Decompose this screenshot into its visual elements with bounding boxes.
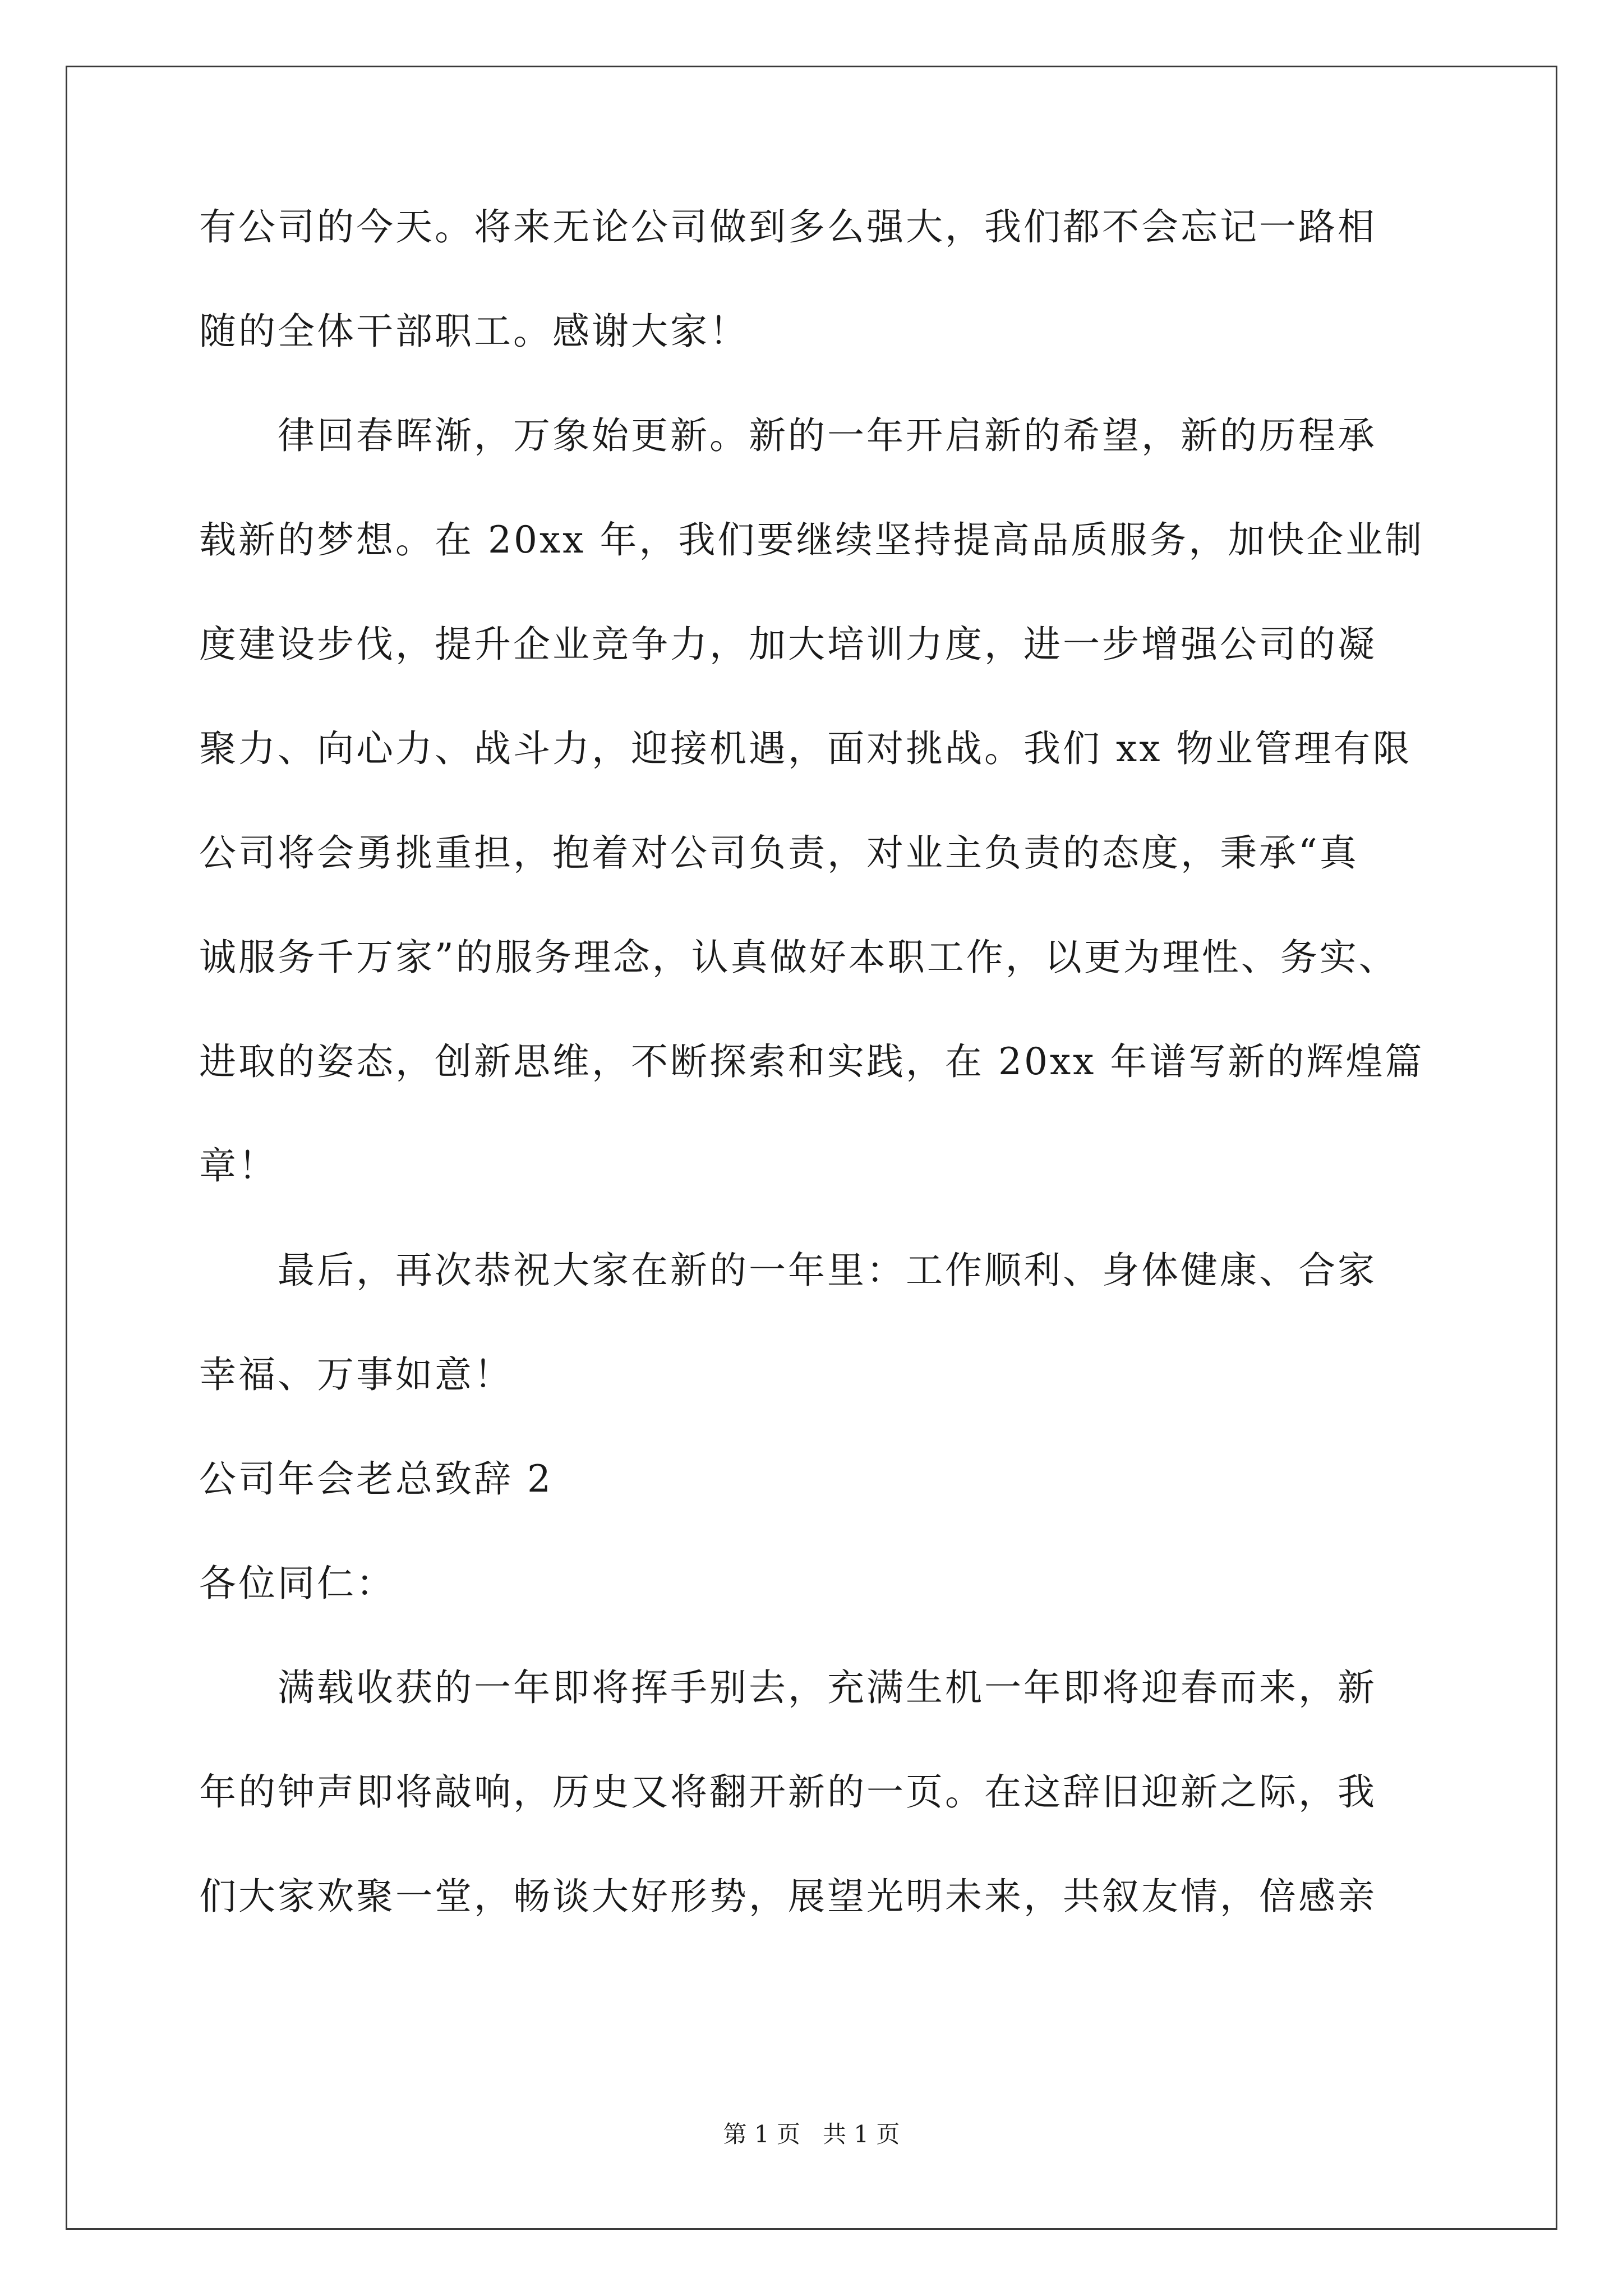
text-line: 最后，再次恭祝大家在新的一年里：工作顺利、身体健康、合家 (199, 1249, 1377, 1292)
text-line: 幸福、万事如意！ (199, 1353, 513, 1396)
text-line: 进取的姿态，创新思维，不断探索和实践，在 20xx 年谱写新的辉煌篇 (199, 1040, 1424, 1083)
page-number: 第 1 页 (723, 2120, 800, 2148)
text-line: 聚力、向心力、战斗力，迎接机遇，面对挑战。我们 xx 物业管理有限 (199, 727, 1412, 770)
text-line: 诚服务千万家”的服务理念，认真做好本职工作，以更为理性、务实、 (199, 936, 1398, 979)
text-line: 度建设步伐，提升企业竞争力，加大培训力度，进一步增强公司的凝 (199, 623, 1377, 666)
text-line: 律回春晖渐，万象始更新。新的一年开启新的希望，新的历程承 (199, 414, 1377, 457)
text-line: 公司将会勇挑重担，抱着对公司负责，对业主负责的态度，秉承“真 (199, 831, 1359, 875)
page-footer (0, 2120, 1623, 2148)
text-line: 们大家欢聚一堂，畅谈大好形势，展望光明未来，共叙友情，倍感亲 (199, 1875, 1377, 1918)
text-line: 载新的梦想。在 20xx 年，我们要继续坚持提高品质服务，加快企业制 (199, 518, 1424, 562)
page-total: 共 1 页 (823, 2120, 900, 2148)
text-line: 章！ (199, 1144, 278, 1188)
text-line: 随的全体干部职工。感谢大家！ (199, 310, 749, 353)
text-line: 满载收获的一年即将挥手别去，充满生机一年即将迎春而来，新 (199, 1666, 1377, 1709)
salutation: 各位同仁： (199, 1562, 395, 1605)
text-line: 年的钟声即将敲响，历史又将翻开新的一页。在这辞旧迎新之际，我 (199, 1770, 1377, 1814)
text-line: 有公司的今天。将来无论公司做到多么强大，我们都不会忘记一路相 (199, 205, 1377, 249)
section-heading: 公司年会老总致辞 2 (199, 1457, 553, 1501)
